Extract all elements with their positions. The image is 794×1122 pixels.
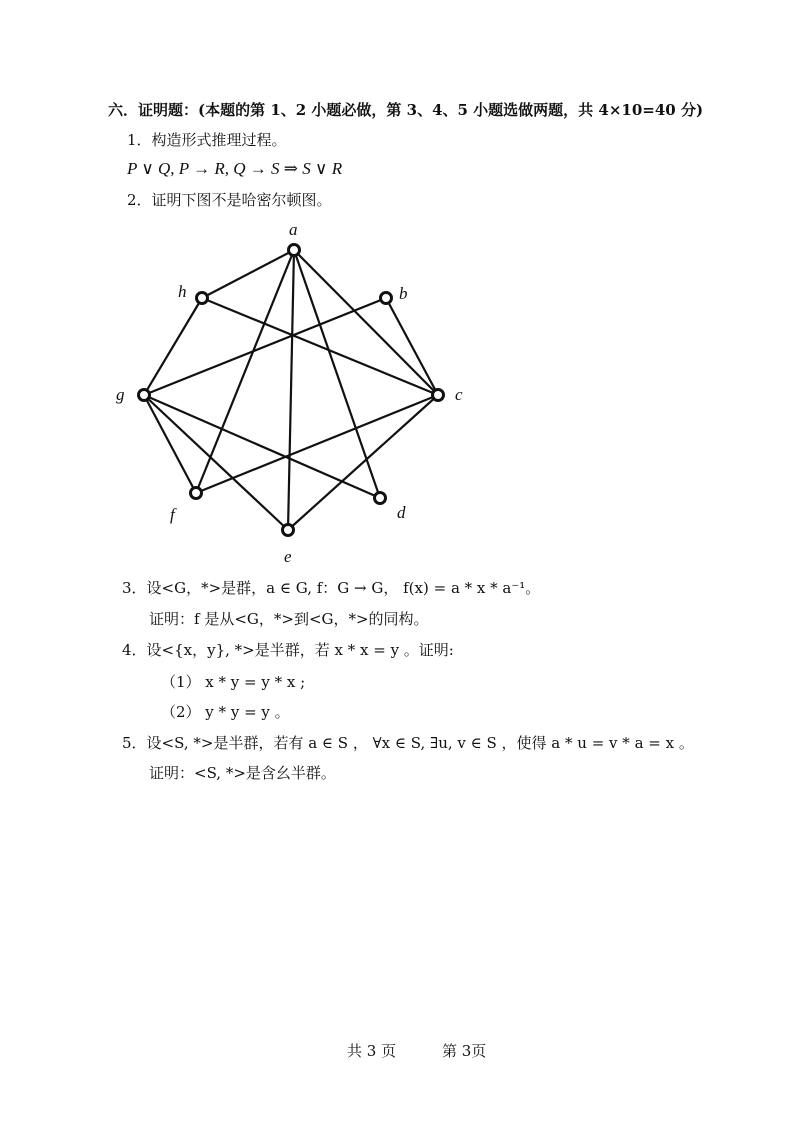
- graph-edge-a-d: [294, 250, 380, 498]
- question-3-text: 3．设<G，*>是群，a ∈ G, f：G → G， f(x) = a * x * a⁻¹。: [122, 579, 541, 597]
- section-heading: 六．证明题：(本题的第 1、2 小题必做，第 3、4、5 小题选做两题，共 4×10=40 分): [108, 101, 704, 119]
- graph-vertex-label-h: h: [178, 282, 187, 301]
- graph-edge-g-f: [144, 395, 196, 493]
- graph-edge-a-e: [288, 250, 294, 530]
- question-1-formula: P ∨ Q, P → R, Q → S ⇒ S ∨ R: [127, 159, 343, 178]
- question-5-text: 5．设<S, *>是半群，若有 a ∈ S ， ∀x ∈ S, ∃u, v ∈ S ，使得 a * u = v * a = x 。: [122, 734, 694, 752]
- graph-vertex-h: [197, 293, 208, 304]
- graph-edge-h-g: [144, 298, 202, 395]
- question-1-text: 1．构造形式推理过程。: [127, 131, 287, 149]
- graph-vertex-label-g: g: [116, 385, 125, 404]
- graph-vertex-label-a: a: [289, 220, 298, 239]
- question-2-text: 2．证明下图不是哈密尔顿图。: [127, 191, 332, 209]
- graph-vertex-b: [381, 293, 392, 304]
- graph-edge-c-e: [288, 395, 438, 530]
- question-3-proof: 证明：f 是从<G，*>到<G，*>的同构。: [149, 610, 429, 628]
- graph-edge-g-e: [144, 395, 288, 530]
- footer-page-number: 第 3页: [442, 1042, 487, 1060]
- footer-total-pages: 共 3 页: [347, 1042, 397, 1060]
- graph-edge-b-c: [386, 298, 438, 395]
- graph-vertex-a: [289, 245, 300, 256]
- hamiltonian-graph-figure: [110, 218, 480, 570]
- graph-vertex-label-b: b: [399, 284, 408, 303]
- question-4-text: 4．设<{x，y}, *>是半群，若 x * x = y 。证明:: [122, 641, 454, 659]
- question-4-part-2: （2） y * y = y 。: [161, 703, 290, 721]
- graph-vertex-label-d: d: [397, 503, 406, 522]
- graph-edge-g-d: [144, 395, 380, 498]
- graph-vertex-c: [433, 390, 444, 401]
- graph-vertex-label-c: c: [455, 385, 463, 404]
- graph-edge-b-g: [144, 298, 386, 395]
- question-4-part-1: （1） x * y = y * x ;: [161, 673, 306, 691]
- graph-edge-a-h: [202, 250, 294, 298]
- graph-vertex-e: [283, 525, 294, 536]
- graph-vertex-f: [191, 488, 202, 499]
- graph-vertex-label-e: e: [284, 547, 292, 566]
- graph-vertex-label-f: f: [170, 505, 175, 524]
- graph-vertex-g: [139, 390, 150, 401]
- question-5-proof: 证明：<S, *>是含幺半群。: [149, 764, 336, 782]
- graph-edge-a-c: [294, 250, 438, 395]
- graph-vertex-d: [375, 493, 386, 504]
- graph-edge-h-c: [202, 298, 438, 395]
